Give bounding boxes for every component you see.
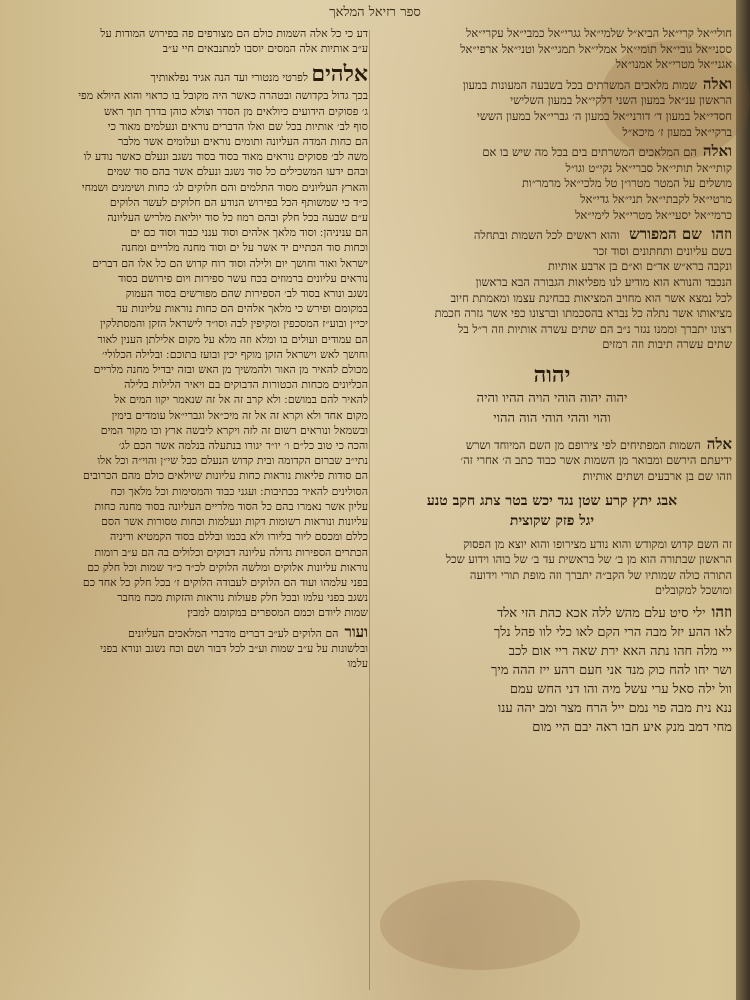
text-line: נשגב ונורא בסוד לב׳ הספירות שהם מפורשים בסוד העמוק [125, 287, 368, 301]
angels-of-sea-paragraph [372, 144, 732, 223]
text-line: לכל נמצא אשר הוא מחויב המציאות בבחינת עצמו ומאמתת חיוב [450, 290, 732, 305]
text-line: אגני״אל מטרי״אל אמנו״אל [615, 57, 732, 72]
text-line: בשם עליונים ותחתונים וסוד זכר [592, 243, 732, 258]
text-line: הם סודות פליאות נוראות כחות עליונות שיולאים כולם מהם הכרובים [83, 469, 368, 483]
name-permutations [372, 361, 732, 429]
text-line: הם עמודים ועולים בו ומלא וזה מלא על מקום אלילתן הענין לאור [97, 332, 368, 346]
text-line: וול ילה סאל ערי עשל מיה והו דני החש עמם [509, 682, 732, 698]
letter-group-line: יגל פזק שקוצית [509, 512, 595, 529]
holy-name-paragraph [372, 537, 732, 599]
text-line: הנכבד והנורא הוא מודיע לנו מפליאות הגבורה הבא בראשון [475, 274, 732, 289]
text-line: דע כי כל אלה השמות כולם הם מצורפים פה בפירוש המודות על [100, 27, 368, 40]
column-divider [369, 30, 370, 990]
text-line: עלמו [347, 656, 368, 670]
text-line: ננא נית מבה פוי נמם ייל הרח מצר ומב יהה ענו [497, 701, 732, 717]
text-line: חסדי״אל במעון ד׳ דורני״אל במעון ה׳ גברי״אל במעון הששי [476, 108, 732, 123]
text-line: כרמי״אל יסעי״אל מטרי״אל לימי״אל [575, 207, 732, 222]
left-top-paragraph [8, 26, 368, 56]
text-line: הם עניניהן ׃ וסוד מלאך אלהים וסוד ענני כבוד וסוד כם ים [130, 226, 368, 240]
elohim-paragraph [8, 60, 368, 620]
forty-two-letter-name [372, 491, 732, 531]
text-line: והוא ראשים לכל השמות ובתחלה [473, 228, 620, 243]
explicit-name-paragraph [372, 227, 732, 353]
seventy-two-divisions-paragraph [8, 625, 368, 672]
text-line: וכחות סוד הכתיים יד אשר על ים וסוד מחנה מלריים ומחנה [121, 241, 368, 255]
text-line: שמות מלאכים המשרתים בכל בשבעה המעונות במעון [462, 77, 697, 92]
paper-stain [380, 880, 580, 970]
text-line: נוראים עליונים ברמוזים בכח עשר ספירות ויום פירושם בסוד [118, 271, 368, 285]
binding-edge [736, 0, 750, 1000]
running-head: ספר רזיאל המלאך [329, 5, 421, 20]
text-line: הסולינים להאיר בכתיבות ׃ ועגני כבוד והמסימות וכל מלאך וכח [110, 484, 368, 498]
text-line: הם המלאכים המשרתים בים בכל מה שיש בו אם [482, 145, 697, 160]
paragraph-lead-word: ועור [344, 624, 368, 641]
paragraph-lead-word: וזהו [711, 227, 732, 244]
text-line: התורה כולה שמותיו של הקב״ה יתברך וזה מופת תורי וידועה [469, 567, 732, 582]
text-line: קותי״אל תותי״אל סברי״אל נקי״ט וגו״ל [565, 160, 732, 175]
text-line: לפרטי מנטורי ועד הנה אגיד נפלאותיך [150, 71, 308, 85]
text-line: ברקי״אל במעון ז׳ מיכא״ל [622, 124, 732, 139]
text-line: ע״ם שבעה בכל חלק ובהם רמוז כל סוד יוליאת מלריש העליונה [107, 211, 368, 225]
permutation-line: והוי וההי הוהי הוה ההוי [493, 410, 611, 426]
paragraph-lead-word: וזהו [711, 603, 732, 622]
text-line: יכי״ן ובוע״ז המסכפין ומקיפין לבה וסו״ד לישראל הזקן והמסתלקין [100, 317, 368, 331]
text-line: הראשון שבתורה הוא מן ב׳ של בראשית עד ב׳ של בוהו וידוע שכל [445, 552, 732, 567]
text-line: ובהם ידעו המשכילים כל סוד נשגב ונעלם אשר בהם סוד שמים [106, 165, 368, 179]
angels-of-heavens-paragraph [372, 77, 732, 140]
text-line: הראשון ענ״אל במעון השני דלקי״אל במעון השלישי [510, 93, 732, 108]
forty-two-letter-intro [372, 437, 732, 485]
text-line: מרטי״אל לקבתי״אל תני״אל גדי״אל [580, 191, 732, 206]
text-line: ושר יחו להח כוק מנד אני חעם רהע ייז ההה מיך [491, 663, 732, 679]
text-line: עליונות ונוראות רשומות דקות ונעלמות וכחות טסורות אשר הסם [101, 515, 368, 529]
text-line: לאו ההע יזל מבה הרי הקם לאו כלי לוו פהל נלך [493, 625, 732, 641]
text-line: וחושך לאש וישראל הזקן מוקף יכין ובועז בתוכם ׃ ובלילה הכלולי׳ [102, 347, 368, 361]
right-top-paragraph [372, 26, 732, 73]
permutation-line: יהוה יהוה הוהי הויה ההיו והיה [476, 390, 628, 406]
text-line: מציאותו אשר נתלה כל נברא בהסכמתו וברצונו כפי אשר גזרה חכמת [434, 306, 732, 321]
right-column [372, 26, 732, 741]
paragraph-lead-word: אלה [706, 436, 732, 453]
text-line: ג׳ פסוקים הידועים כיולאים מן הסדר וצולא כוהן בדרך תוך ראש [104, 104, 368, 118]
text-line: הם כחות המדה העליונה ותומים נוראים ועלומים אשר מלבר [117, 135, 368, 149]
divine-name: יהוה [533, 361, 571, 388]
text-line: והכה כי טוב כל״ם ו׳ יו״ד יגורו בנתעלה בנלמה אשר הכם לג׳ [118, 439, 368, 453]
text-line: שמות ליודם וכמם המספרים במקומם למבין׃ [187, 606, 368, 620]
text-line: רצונו יתברך וממנו נגזר נ״ב הם שתים עשרה אותיות וזה ר״ל בל [457, 321, 732, 336]
text-line: ונקבה ברא״ש אד״ם וא״ם בן ארבע אותיות [547, 259, 732, 274]
section-heading: שם המפורש [629, 227, 702, 244]
seventy-two-names-paragraph [372, 603, 732, 737]
text-line: ידיעתם הירשם ומבואר מן השמות אשר כבוד כתב ה׳ אחרי זה׳ [460, 453, 732, 468]
text-line: נתי״ב שברום הקדומה ובית קדוש הנעלם ככל שי״ן והוי״ה וכל אלו [97, 454, 368, 468]
text-line: מושלים על המטר מטרו״ן טל מלכי״אל מרמר״ות [521, 176, 732, 191]
text-line: ע״ב אותיות אלה המסים יוסבו למתנבאים חיי ע״ב [162, 42, 368, 56]
text-line: ילי סיט עלם מהש ללה אכא כהת הזי אלד [496, 606, 706, 622]
text-line: מכולם להאיר מן האור ולהמשיך מן האש ובזה יבדיל מחנה מלריים [93, 363, 368, 377]
text-line: שתים עשרה תיבות וזה רמזים [602, 337, 732, 352]
text-line: ובשמאל ונוראים רשום זה לזה ויקרא ליבשה ארץ וכו מקור המים [100, 423, 368, 437]
text-line: מחי דמב מנק איע חבו ראה יבם היי מום [532, 720, 732, 736]
text-line: כללם ומכסם ליור בליורו ולא בכמו ובללם בסוד הקמטיא ודיניה [109, 530, 368, 544]
text-line: וזהו שם בן ארבעים ושתים אותיות׃ [582, 469, 732, 484]
text-line: כ״ד כי שמשותף הכל בפירוש הנודע הם חלוקים לעשר הלוקים [109, 195, 368, 209]
text-line: במקומם ופירש כי מלאך אלהים הם כחות נוראות עליונות עד [116, 302, 368, 316]
text-line: סוף לב׳ אותיות בכל שם ואלו הדברים נוראים ונעלמים מאוד כי [107, 119, 368, 133]
text-line: משה לב׳ פסוקים נוראים מאוד בסוד בסוד נשגב ונעלם כאשר נודע לו [83, 150, 368, 164]
paragraph-lead-word: ואלה [702, 76, 732, 93]
text-line: ובלשונות על ע״ב שמות וע״ב לכל דבור ושם וכח נשגב ונורא בפני [100, 641, 368, 655]
text-line: הכתרים הספירות גדולה עליונה דבוקים וכלולים בה הם ע״ב רומות [94, 545, 368, 559]
left-column [8, 26, 368, 675]
elohim-heading: אלהים [311, 61, 368, 88]
text-line: מקום אחד ולא וקרא זה אל זה מיכ״אל וגברי״אל עומדים בימין [111, 408, 368, 422]
text-line: הכליונים מכחות הכטורות הדבוקים בם ויאיר הלילות בלילה [124, 378, 368, 392]
text-line: בפני עלמהו ועוד הם הלוקים לעבודה הלוקים ז׳ בכל חלק כל אחד כם [82, 575, 368, 589]
text-line: ייי מלה חהו נתה האא ירת שאה ריי אום לכב [508, 644, 732, 660]
text-line: נשגב בפני עלמו ובכל חלק פעולות נוראות והזקות מכח מחבר [117, 591, 368, 605]
text-line: עליון אשר נאמרו בהם כל הסוד מלריים העליונה בסוד מחנה כחות [94, 499, 368, 513]
text-line: ומושכל למקובלים [654, 583, 732, 598]
paragraph-lead-word: ואלה [702, 144, 732, 161]
text-line: ישראל ואור וחושך יום ולילה וסוד רוח קדוש הם כל אלו הם דברים [92, 256, 368, 270]
text-line: נוראות עליונות אלוקים ומלשה הלוקים לכ״ד כ״ד שמות וכל חלק כם [87, 560, 368, 574]
text-line: והארץ העליונים מסוד התלמים והם חלוקים לג׳ כחות ושימנים ושמחי [81, 180, 368, 194]
text-line: זה השם קדוש ומקודש והוא נודע מצירופו והוא יוצא מן הפסוק [463, 536, 732, 551]
text-line: השמות המפתיחים לפי צירופם מן השם המיוחד ושרש [465, 437, 701, 452]
text-line: בכך גדול בקדושה ובטהרה כאשר היה מקובל בו כראוי והוא היולא מפי [78, 89, 368, 103]
text-line: להאיר להם במושם ׃ ולא קרב זה אל זה שנאמר יקוו המים אל [114, 393, 368, 407]
text-line: הם הלוקים לע״ב דברים מדברי המלאכים העליונים [128, 626, 339, 640]
text-line: חולי״אל קרי״אל הביא״ל שלמי״אל גגרי״אל כמבי״אל עקרי״אל [466, 26, 732, 40]
text-line: ססני״אל גובי״אל תומי״אל אמלי״אל תמגי״אל וטני״אל ארפי״אל [460, 41, 732, 56]
letter-group-line: אבג יתץ קרע שטן נגד יכש בטר צתג חקב טנע [426, 492, 678, 509]
